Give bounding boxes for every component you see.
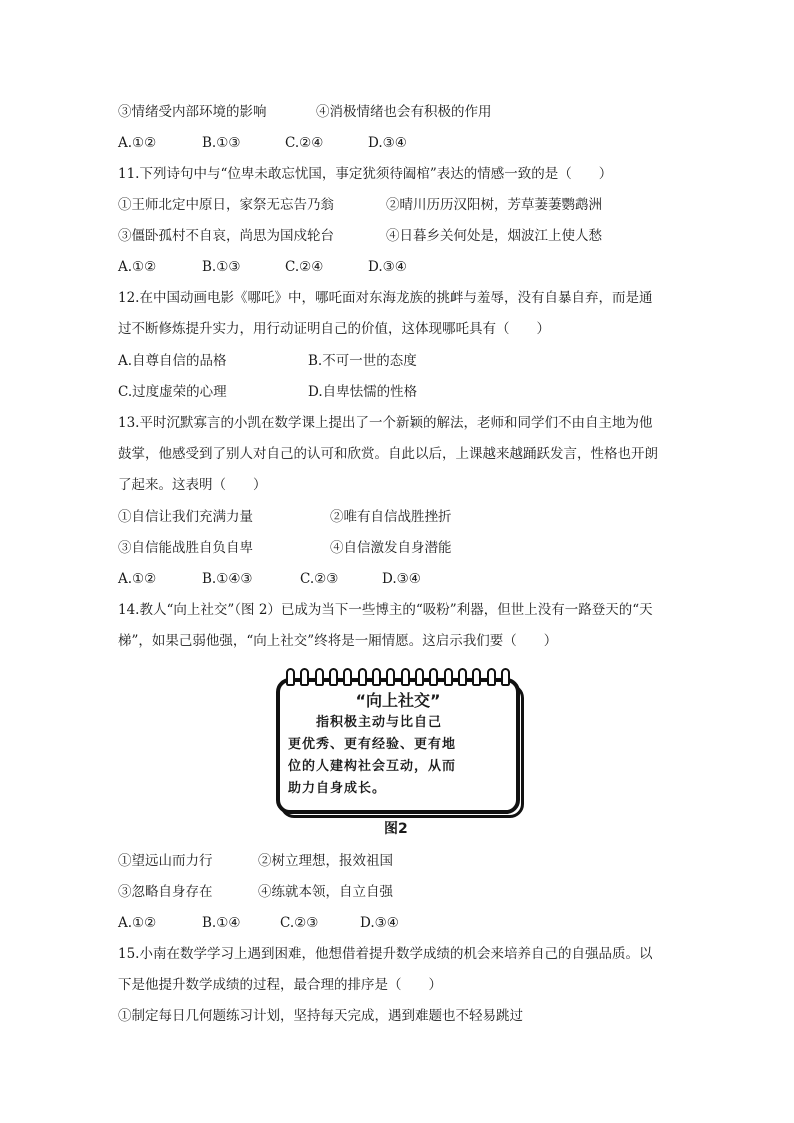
spiral-ring <box>372 668 381 686</box>
q11-stem: 11.下列诗句中与“位卑未敢忘忧国，事定犹须待阖棺”表达的情感一致的是（ ） <box>118 166 613 182</box>
spiral-ring <box>429 668 438 686</box>
q15-option-1: ①制定每日几何题练习计划，坚持每天完成，遇到难题也不轻易跳过 <box>118 1008 523 1024</box>
q14-stem-line-2: 梯”，如果己弱他强，“向上社交”终将是一厢情愿。这启示我们要（ ） <box>118 633 558 649</box>
q10-answer-d: D.③④ <box>368 135 407 151</box>
q13-option-4: ④自信激发自身潜能 <box>330 540 452 556</box>
q12-option-d: D.自卑怯懦的性格 <box>308 384 418 400</box>
q13-answer-c: C.②③ <box>300 571 339 587</box>
q14-answer-c: C.②③ <box>280 915 319 931</box>
figure-caption: 图2 <box>384 821 408 837</box>
q10-option-3: ③情绪受内部环境的影响 <box>118 104 267 120</box>
q13-option-2: ②唯有自信战胜挫折 <box>330 509 452 525</box>
figure-text-line-2: 更优秀、更有经验、更有地 <box>288 737 457 752</box>
q14-option-2: ②树立理想，报效祖国 <box>258 853 393 869</box>
figure-2-notebook <box>276 668 520 814</box>
q11-answer-b: B.①③ <box>202 259 241 275</box>
spiral-ring <box>444 668 453 686</box>
spiral-ring <box>358 668 367 686</box>
q15-stem-line-2: 下是他提升数学成绩的过程，最合理的排序是（ ） <box>118 977 442 993</box>
q12-option-b: B.不可一世的态度 <box>308 353 417 369</box>
q13-answer-a: A.①② <box>118 571 157 587</box>
spiral-ring <box>487 668 496 686</box>
spiral-ring <box>315 668 324 686</box>
q12-stem-line-2: 过不断修炼提升实力，用行动证明自己的价值，这体现哪吒具有（ ） <box>118 321 550 337</box>
q11-option-2: ②晴川历历汉阳树，芳草萋萋鹦鹉洲 <box>386 197 602 213</box>
q10-answer-b: B.①③ <box>202 135 241 151</box>
spiral-ring <box>458 668 467 686</box>
spiral-ring <box>329 668 338 686</box>
q14-option-1: ①望远山而力行 <box>118 853 213 869</box>
figure-text-line-3: 位的人建构社会互动，从而 <box>288 759 457 774</box>
q10-answer-c: C.②④ <box>285 135 324 151</box>
notebook-spiral <box>286 668 510 690</box>
q10-answer-a: A.①② <box>118 135 157 151</box>
q13-stem-line-1: 13.平时沉默寡言的小凯在数学课上提出了一个新颖的解法，老师和同学们不由自主地为他 <box>118 415 653 431</box>
q11-option-3: ③僵卧孤村不自哀，尚思为国戍轮台 <box>118 228 334 244</box>
figure-text-line-4: 助力自身成长。 <box>288 781 387 796</box>
q10-option-4: ④消极情绪也会有积极的作用 <box>316 104 492 120</box>
q11-answer-d: D.③④ <box>368 259 407 275</box>
q13-answer-d: D.③④ <box>382 571 421 587</box>
q11-answer-a: A.①② <box>118 259 157 275</box>
q12-stem-line-1: 12.在中国动画电影《哪吒》中，哪吒面对东海龙族的挑衅与羞辱，没有自暴自弃，而是通 <box>118 290 653 306</box>
q13-option-1: ①自信让我们充满力量 <box>118 509 253 525</box>
q13-option-3: ③自信能战胜自负自卑 <box>118 540 253 556</box>
q13-stem-line-3: 了起来。这表明（ ） <box>118 477 267 493</box>
spiral-ring <box>300 668 309 686</box>
q12-option-a: A.自尊自信的品格 <box>118 353 227 369</box>
q14-stem-line-1: 14.教人“向上社交”（图 2）已成为当下一些博主的“吸粉”利器，但世上没有一路登天的“天 <box>118 602 653 618</box>
q12-option-c: C.过度虚荣的心理 <box>118 384 227 400</box>
spiral-ring <box>386 668 395 686</box>
figure-title: “向上社交” <box>355 691 441 710</box>
q13-stem-line-2: 鼓掌，他感受到了别人对自己的认可和欣赏。自此以后，上课越来越踊跃发言，性格也开朗 <box>118 446 658 462</box>
figure-text-line-1: 指积极主动与比自己 <box>288 715 443 730</box>
q14-option-4: ④练就本领，自立自强 <box>258 884 393 900</box>
q15-stem-line-1: 15.小南在数学学习上遇到困难，他想借着提升数学成绩的机会来培养自己的自强品质。以 <box>118 946 653 962</box>
spiral-ring <box>501 668 510 686</box>
q11-option-1: ①王师北定中原日，家祭无忘告乃翁 <box>118 197 334 213</box>
spiral-ring <box>343 668 352 686</box>
q13-answer-b: B.①④③ <box>202 571 253 587</box>
spiral-ring <box>415 668 424 686</box>
figure-text <box>288 712 512 800</box>
spiral-ring <box>401 668 410 686</box>
q14-answer-d: D.③④ <box>360 915 399 931</box>
q14-answer-b: B.①④ <box>202 915 241 931</box>
q11-option-4: ④日暮乡关何处是，烟波江上使人愁 <box>386 228 602 244</box>
q14-option-3: ③忽略自身存在 <box>118 884 213 900</box>
q11-answer-c: C.②④ <box>285 259 324 275</box>
q14-answer-a: A.①② <box>118 915 157 931</box>
spiral-ring <box>472 668 481 686</box>
spiral-ring <box>286 668 295 686</box>
